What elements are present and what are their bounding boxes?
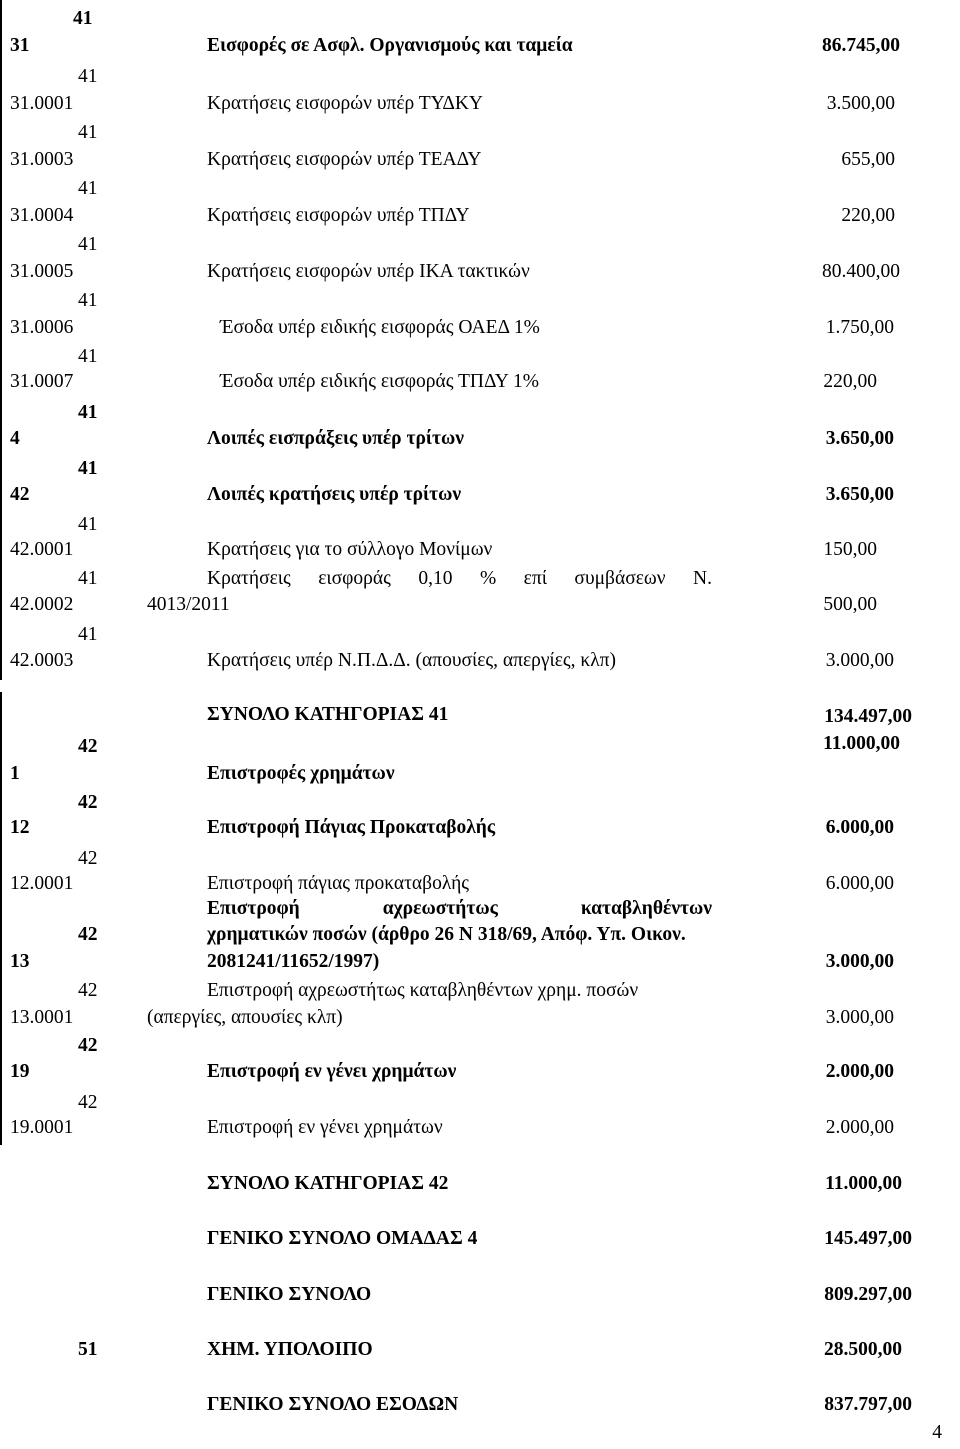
code-41: 41 (78, 402, 98, 423)
total-amount: 28.500,00 (824, 1339, 902, 1360)
code-sub: 19 (10, 1061, 30, 1082)
code-42: 42 (78, 1092, 98, 1113)
row-amount: 655,00 (841, 149, 895, 170)
total-label: ΣΥΝΟΛΟ ΚΑΤΗΓΟΡΙΑΣ 42 (207, 1173, 449, 1194)
row-desc: Επιστροφές χρημάτων (207, 763, 395, 784)
row-desc: Έσοδα υπέρ ειδικής εισφοράς ΟΑΕΔ 1% (220, 317, 540, 338)
row-amount: 3.650,00 (825, 484, 894, 505)
row-amount: 220,00 (841, 205, 895, 226)
code-sub: 42.0003 (10, 650, 74, 671)
row-amount: 3.650,00 (825, 428, 894, 449)
code-sub: 42.0002 (10, 594, 74, 615)
row-desc: Λοιπές εισπράξεις υπέρ τρίτων (207, 428, 464, 449)
code-sub: 13 (10, 951, 30, 972)
total-label: ΓΕΝΙΚΟ ΣΥΝΟΛΟ ΟΜΑΔΑΣ 4 (207, 1228, 478, 1249)
row-amount: 3.000,00 (825, 650, 894, 671)
code-51: 51 (78, 1339, 98, 1360)
code-41: 41 (78, 178, 98, 199)
code-sub: 13.0001 (10, 1007, 74, 1028)
code-41: 41 (78, 66, 98, 87)
row-amount: 220,00 (823, 371, 877, 392)
code-sub: 42.0001 (10, 539, 74, 560)
code-sub: 12.0001 (10, 873, 74, 894)
row-desc: Επιστροφή εν γένει χρημάτων (207, 1117, 443, 1138)
code-41: 41 (78, 458, 98, 479)
row-amount: 86.745,00 (822, 35, 900, 56)
code-sub: 31.0003 (10, 149, 74, 170)
row-desc: Κρατήσεις εισφορών υπέρ ΤΕΑΔΥ (207, 149, 482, 170)
row-amount: 2.000,00 (825, 1061, 894, 1082)
row-amount: 2.000,00 (825, 1117, 894, 1138)
code-42: 42 (78, 980, 98, 1001)
code-sub: 42 (10, 484, 30, 505)
code-sub: 31.0006 (10, 317, 74, 338)
row-amount: 11.000,00 (823, 733, 900, 754)
code-sub: 31.0007 (10, 371, 74, 392)
row-amount: 6.000,00 (825, 873, 894, 894)
code-sub: 19.0001 (10, 1117, 74, 1138)
code-sub: 31 (10, 35, 30, 56)
code-sub: 12 (10, 817, 30, 838)
code-sub: 31.0004 (10, 205, 74, 226)
code-42: 42 (78, 792, 98, 813)
row-desc-line2: (απεργίες, απουσίες κλπ) (147, 1007, 343, 1028)
row-amount: 500,00 (823, 594, 877, 615)
code-42: 42 (78, 924, 98, 945)
row-desc-line1: Επιστροφή αχρεωστήτως καταβληθέντων χρημ. ποσών (207, 980, 639, 1001)
code-41: 41 (78, 346, 98, 367)
row-amount: 3.500,00 (826, 93, 895, 114)
row-amount: 3.000,00 (825, 1007, 894, 1028)
row-desc: Κρατήσεις για το σύλλογο Μονίμων (207, 539, 493, 560)
code-sub: 31.0005 (10, 261, 74, 282)
total-amount: 134.497,00 (824, 706, 912, 727)
row-amount: 1.750,00 (825, 317, 894, 338)
row-desc: Εισφορές σε Ασφλ. Οργανισμούς και ταμεία (207, 35, 573, 56)
code-41: 41 (78, 624, 98, 645)
code-sub: 4 (10, 428, 20, 449)
row-desc: Κρατήσεις εισφορών υπέρ ΤΠΔΥ (207, 205, 470, 226)
row-amount: 3.000,00 (825, 951, 894, 972)
total-amount: 145.497,00 (824, 1228, 912, 1249)
row-desc: Κρατήσεις υπέρ Ν.Π.Δ.Δ. (απουσίες, απεργίες, κλπ) (207, 650, 617, 671)
code-sub: 31.0001 (10, 93, 74, 114)
row-desc: Κρατήσεις εισφορών υπέρ ΙΚΑ τακτικών (207, 261, 530, 282)
code-42: 42 (78, 848, 98, 869)
row-amount: 80.400,00 (822, 261, 900, 282)
total-label: ΣΥΝΟΛΟ ΚΑΤΗΓΟΡΙΑΣ 41 (207, 704, 449, 725)
total-label: ΓΕΝΙΚΟ ΣΥΝΟΛΟ (207, 1284, 372, 1305)
code-41: 41 (78, 290, 98, 311)
total-amount: 11.000,00 (825, 1173, 902, 1194)
row-desc: Λοιπές κρατήσεις υπέρ τρίτων (207, 484, 462, 505)
row-desc: Επιστροφή Πάγιας Προκαταβολής (207, 817, 496, 838)
row-desc-line2: χρηματικών ποσών (άρθρο 26 Ν 318/69, Απόφ. Υπ. Οικον. (207, 924, 686, 945)
row-desc: Επιστροφή πάγιας προκαταβολής (207, 873, 470, 894)
total-label: ΧΗΜ. ΥΠΟΛΟΙΠΟ (207, 1339, 373, 1360)
code-42: 42 (78, 736, 98, 757)
code-42: 42 (78, 1035, 98, 1056)
table-left-border-2 (0, 692, 2, 1145)
row-desc-line1: Επιστροφή αχρεωστήτως καταβληθέντων (207, 898, 712, 919)
row-desc: Επιστροφή εν γένει χρημάτων (207, 1061, 457, 1082)
row-desc-line2: 4013/2011 (147, 594, 230, 615)
total-amount: 837.797,00 (824, 1394, 912, 1415)
code-41: 41 (78, 122, 98, 143)
code-41: 41 (78, 234, 98, 255)
row-desc-line3: 2081241/11652/1997) (207, 951, 380, 972)
row-desc: Έσοδα υπέρ ειδικής εισφοράς ΤΠΔΥ 1% (220, 371, 539, 392)
code-41: 41 (78, 514, 98, 535)
table-left-border (0, 0, 2, 680)
code-41: 41 (78, 568, 98, 589)
row-desc-line1: Κρατήσεις εισφοράς 0,10 % επί συμβάσεων Ν. (207, 568, 712, 589)
page-number: 4 (932, 1422, 942, 1443)
row-desc: Κρατήσεις εισφορών υπέρ ΤΥΔΚΥ (207, 93, 484, 114)
row-amount: 6.000,00 (825, 817, 894, 838)
row-amount: 150,00 (823, 539, 877, 560)
total-amount: 809.297,00 (824, 1284, 912, 1305)
code-41: 41 (73, 8, 93, 29)
code-sub: 1 (10, 763, 20, 784)
total-label: ΓΕΝΙΚΟ ΣΥΝΟΛΟ ΕΣΟΔΩΝ (207, 1394, 459, 1415)
